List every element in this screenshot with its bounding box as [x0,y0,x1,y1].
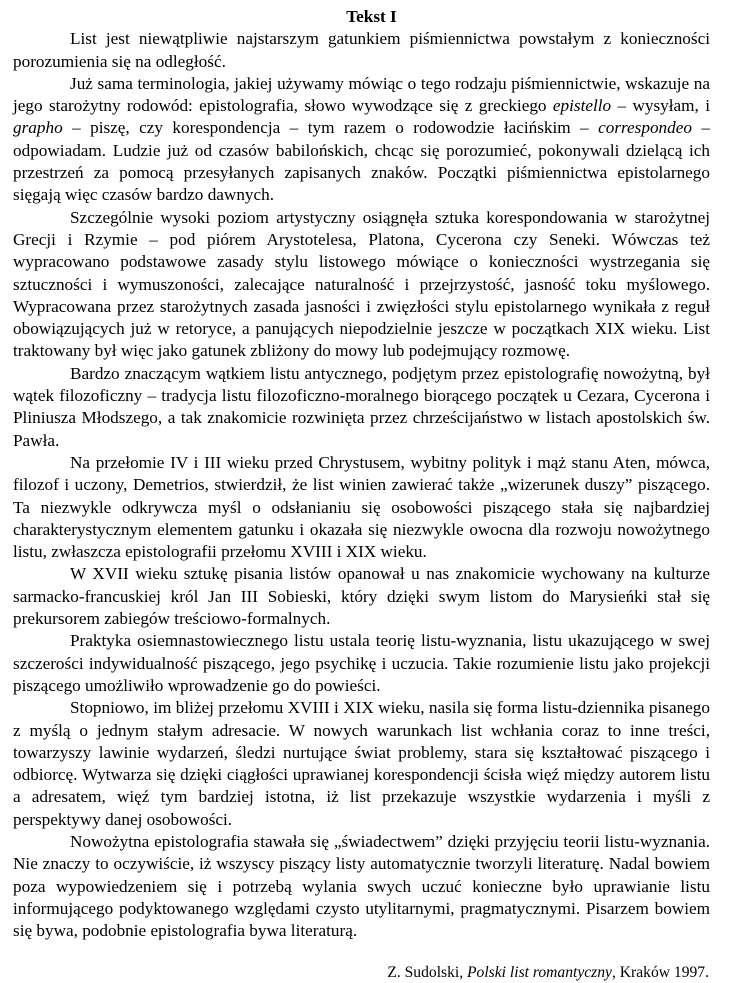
source-citation [387,963,709,983]
text-run: Już sama terminologia, jakiej używamy mówiąc o tego rodzaju piśmiennictwie, wskazuje na jego starożytny rodowód: epistolografia, słowo wywodzące się z greckiego [13,73,710,116]
italic-term: epistello [552,96,612,116]
text-run: Stopniowo, im bliżej przełomu XVIII i XIX wieku, nasila się forma listu-dziennika pisanego z myślą o jednym stałym adresacie. W nowych warunkach list wchłania coraz to inne treści, towarzyszy lawinie wydarzeń, śledzi nurtujące świat problemy, stara się kształtować piszącego i odbiorcę. Wytwarza się dzięki ciągłości uprawianej korespondencji ścisła więź między autorem listu a adresatem, więź tym bardziej istotna, iż list przekazuje wszystkie wydarzenia i myśli z perspektywy danej osobowości. [13,698,710,829]
text-run: , Kraków 1997. [611,964,709,981]
document-title: Tekst I [346,7,397,26]
text-run: Bardzo znaczącym wątkiem listu antycznego, podjętym przez epistolografię nowożytną, był wątek filozoficzny – tradycja listu filozoficzno-moralnego biorącego początek u Cezara, Cycerona i Pliniusza Młodszego, a tak znakomicie rozwinięta przez chrześcijaństwo w listach apostolskich św. Pawła. [13,363,710,450]
italic-term: grapho [13,118,63,138]
text-run: Z. Sudolski, [387,964,468,981]
text-run: W XVII wieku sztukę pisania listów opanował u nas znakomicie wychowany na kulturze sarmacko-francuskiej król Jan III Sobieski, który dzięki swym listom do Marysieńki stał się prekursorem zabiegów treściowo-formalnych. [13,564,710,629]
text-run: Na przełomie IV i III wieku przed Chrystusem, wybitny polityk i mąż stanu Aten, mówca, filozof i uczony, Demetrios, stwierdził, że list winien zawierać także „wizerunek duszy” piszącego. Ta niezwykle odkrywcza myśl o odsłanianiu się osobowości piszącego stała się najbardziej charakterystycznym elementem gatunku i okazała się niezwykle owocna dla rozwoju nowożytnego listu, zwłaszcza epistolografii przełomu XVIII i XIX wieku. [13,452,710,562]
text-run: List jest niewątpliwie najstarszym gatunkiem piśmiennictwa powstałym z konieczności porozumienia się na odległość. [13,29,710,71]
text-run: Nowożytna epistolografia stawała się „świadectwem” dzięki przyjęciu teorii listu-wyznania. Nie znaczy to oczywiście, iż wszyscy piszący listy automatycznie tworzyli literaturę. Nadal bowiem poza wypowiedzeniem się i potrzebą wylania swych uczuć konieczne było uprawianie listu informującego podyktowanego względami czysto utylitarnymi, pragmatycznymi. Pisarzem bowiem się bywa, podobnie epistolografia bywa literaturą. [13,831,710,941]
italic-term: Polski list romantyczny [467,964,612,981]
italic-term: correspondeo [598,118,692,138]
text-run: – wysyłam, i [611,96,710,116]
text-run: – piszę, czy korespondencja – tym razem o rodowodzie łacińskim – [62,118,599,138]
text-run: Szczególnie wysoki poziom artystyczny osiągnęła sztuka korespondowania w starożytnej Grecji i Rzymie – pod piórem Arystotelesa, Platona, Cycerona czy Seneki. Wówczas też wypracowano podstawowe zasady stylu listowego mówiące o konieczności wystrzegania się sztuczności i wymuszoności, zalecające naturalność i przejrzystość, jasność toku myślowego. Wypracowana przez starożytnych zasada jasności i zwięzłości stylu epistolarnego wynikała z reguł obowiązujących już w retoryce, a panujących niepodzielnie jeszcze w początkach XIX wieku. List traktowany był więc jako gatunek zbliżony do mowy lub podejmujący rozmowę. [13,207,710,361]
text-run: – odpowiadam. Ludzie już od czasów babilońskich, chcąc się porozumieć, pokonywali dzielącą ich przestrzeń za pomocą przesyłanych zapisanych znaków. Początki piśmiennictwa epistolarnego sięgają więc czasów bardzo dawnych. [13,118,710,205]
text-run: Praktyka osiemnastowiecznego listu ustala teorię listu-wyznania, listu ukazującego w swej szczerości indywidualność piszącego, jego psychikę i uczucia. Takie rozumienie listu jako projekcji piszącego umożliwiło wprowadzenie go do powieści. [13,631,710,695]
